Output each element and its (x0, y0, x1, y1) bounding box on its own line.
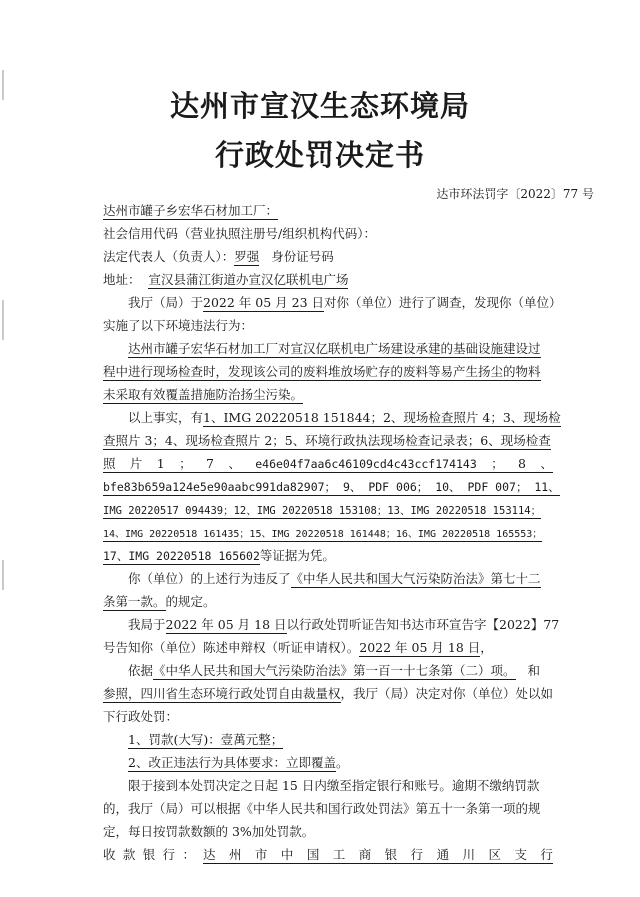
statement-date: 2022 年 05 月 18 日 (359, 640, 481, 655)
text-segment: 片 (129, 456, 143, 471)
address-label: 地址： (103, 272, 141, 287)
text-segment: 号告知你（单位）陈述申辩权（听证申请权）。 (103, 640, 360, 655)
evidence-line (0, 433, 640, 449)
bank-name-char: 川 (462, 847, 476, 862)
payment-terms-line: 定，每日按罚款数额的 3%加处罚款。 (103, 824, 315, 839)
evidence-line (0, 410, 640, 426)
violation-line (0, 364, 640, 380)
bank-name-char: 支 (514, 847, 527, 862)
credit-code-line (0, 226, 640, 242)
bank-name (203, 847, 553, 864)
text-segment: 依据 (128, 663, 154, 678)
violation-text: 达州市罐子宏华石材加工厂对宣汉亿联机电广场建设承建的基础设施建设过 (128, 341, 541, 356)
text-line: 下行政处罚： (103, 709, 179, 724)
penalty-item (0, 755, 640, 771)
evidence-line (0, 525, 640, 543)
bank-label (103, 847, 195, 863)
text-segment: 等证据为凭。 (259, 548, 335, 563)
bank-name-char: 中 (280, 847, 294, 862)
address-value: 宣汉县蒲江街道办宣汉亿联机电广场 (148, 272, 349, 287)
text-segment: 你（单位）的上述行为违反了 (128, 571, 291, 586)
law-reference: 条第一款。 (103, 594, 166, 609)
agency-title: 达州市宣汉生态环境局 (169, 89, 470, 123)
bank-name-char: 国 (306, 847, 320, 862)
bank-name-char: 通 (436, 847, 450, 862)
text-segment: 我厅（局）于 (128, 295, 204, 310)
evidence-line (103, 456, 553, 473)
text-segment: 对你（单位）进行了调查，发现你（单位） (324, 295, 562, 310)
hearing-notice-line (0, 617, 640, 633)
bank-name-char: 银 (384, 847, 398, 862)
text-segment: 8 (518, 456, 526, 471)
document-title: 行政处罚决定书 (214, 138, 425, 172)
bank-name-char: 行 (410, 847, 424, 862)
representative-label: 法定代表人（负责人）： (103, 249, 235, 264)
penalty-basis-line (0, 686, 640, 702)
bank-label-char: 收 (103, 847, 116, 862)
law-reference: 《中华人民共和国大气污染防治法》第一百一十七条第（二）项。 (153, 663, 516, 678)
text-segment: 以行政处罚听证告知书达市环宣告字【2022】77 (286, 617, 560, 632)
id-number-label: 身份证号码 (271, 249, 334, 264)
fine-amount: 1、罚款(大写)：壹萬元整； (128, 732, 284, 747)
text-segment: 、 (228, 456, 241, 471)
bank-name-char: 州 (228, 847, 242, 862)
bank-name-char: 区 (488, 847, 501, 862)
discretion-reference: 参照，四川省生态环境行政处罚自由裁量权 (103, 686, 341, 701)
representative-name: 罗强 (234, 249, 260, 264)
law-violated-line (0, 594, 640, 610)
evidence-list: 1、IMG 20220518 151844；2、现场检查照片 4；3、现场检 (203, 410, 561, 425)
penalty-basis-line (0, 663, 640, 679)
bank-name-char: 市 (254, 847, 268, 862)
bank-name-char: 工 (332, 847, 346, 862)
evidence-list: bfe83b659a124e5e90aabc991da82907； 9、 PDF 006； 10、 PDF 007； 11、 (103, 480, 560, 494)
penalty-item (0, 732, 640, 748)
text-segment: 我局于 (128, 617, 166, 632)
document-number: 达市环法罚字〔2022〕77 号 (436, 187, 594, 201)
text-segment: ，我厅（局）决定对你（单位）处以如 (340, 686, 554, 701)
bank-label-char: 款 (122, 847, 136, 862)
investigation-line (0, 295, 640, 311)
violation-line (0, 341, 640, 357)
law-violated-line (0, 571, 640, 587)
credit-code-label: 社会信用代码（营业执照注册号/组织机构代码）： (103, 226, 376, 241)
violation-text: 未采取有效覆盖措施防治扬尘污染。 (103, 387, 304, 402)
evidence-line (0, 548, 640, 564)
evidence-line (0, 479, 640, 495)
evidence-list: 14、IMG 20220518 161435；15、IMG 20220518 161448；16、IMG 20220518 165553； (103, 529, 543, 540)
text-segment: 1 (156, 456, 165, 471)
hearing-notice-line (0, 640, 640, 656)
law-reference: 《中华人民共和国大气污染防治法》第七十二 (290, 571, 541, 586)
bank-label-char: 行 (162, 847, 176, 862)
bank-name-char: 商 (358, 847, 372, 862)
notice-date: 2022 年 05 月 18 日 (165, 617, 287, 632)
evidence-line (0, 502, 640, 519)
correction-requirement: 2、改正违法行为具体要求：立即覆盖 (128, 755, 336, 770)
party-name-line (0, 203, 640, 219)
party-name: 达州市罐子乡宏华石材加工厂： (103, 203, 279, 218)
address-line (0, 272, 640, 288)
text-segment: 以上事实，有 (128, 410, 204, 425)
bank-label-char: 银 (142, 847, 156, 862)
evidence-list: 17、IMG 20220518 165602 (103, 549, 260, 563)
evidence-list: IMG 20220517 094439；12、IMG 20220518 153108；13、IMG 20220518 153114； (103, 505, 542, 517)
text-segment: 和 (527, 663, 540, 678)
investigation-date: 2022 年 05 月 23 日 (203, 295, 325, 310)
violation-line (0, 387, 640, 403)
payment-terms-line: 限于接到本处罚决定之日起 15 日内缴至指定银行和账号。逾期不缴纳罚款 (128, 778, 540, 793)
text-segment: ， (480, 640, 493, 655)
text-segment: 7 (206, 456, 214, 471)
text-segment: 。 (335, 755, 349, 770)
text-line: 实施了以下环境违法行为： (103, 318, 254, 333)
representative-line (0, 249, 640, 265)
text-segment: ； (179, 456, 192, 471)
text-segment: 照 (103, 456, 116, 471)
payment-terms-line: 的，我厅（局）可以根据《中华人民共和国行政处罚法》第五十一条第一项的规 (103, 801, 541, 816)
text-segment: 的规定。 (165, 594, 216, 609)
text-segment: ； (491, 456, 504, 471)
violation-text: 程中进行现场检查时，发现该公司的废料堆放场贮存的废料等易产生扬尘的物料 (103, 364, 541, 379)
bank-name-char: 达 (203, 847, 216, 862)
bank-label-char: ： (182, 847, 195, 862)
evidence-hash: e46e04f7aa6c46109cd4c43ccf174143 (255, 457, 477, 471)
bank-name-char: 行 (540, 847, 553, 862)
evidence-list: 查照片 3；4、现场检查照片 2；5、环境行政执法现场检查记录表；6、现场检查 (103, 433, 551, 448)
text-segment: 、 (540, 456, 553, 471)
